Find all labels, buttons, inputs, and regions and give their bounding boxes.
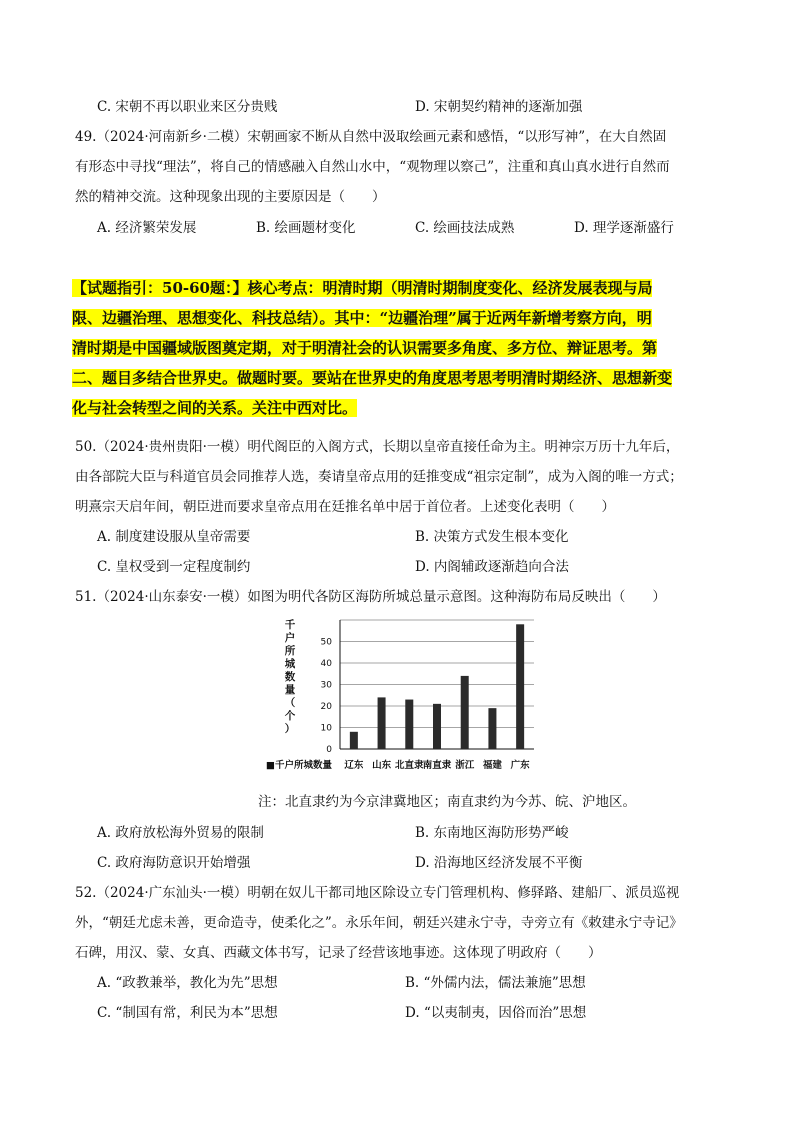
- bar: [488, 708, 496, 749]
- bar-chart: [262, 612, 562, 782]
- q52-stem-line-2: 外，“朝廷尤虑未善，更命造寺，使柔化之”。永乐年间，朝廷兴建永宁寺，寺旁立有《敕建永宁寺记》: [75, 915, 683, 931]
- x-tick-label: 浙江: [455, 760, 475, 771]
- x-tick-label: 辽东: [344, 760, 364, 771]
- q52-option-a: A. “政教兼举，教化为先”思想: [97, 975, 278, 991]
- y-axis-label-char: （: [284, 697, 296, 709]
- guide-line-4: 二、题目多结合世界史。做题时要。要站在世界史的角度思考思考明清时期经济、思想新变: [72, 369, 673, 387]
- y-axis-label-char: 千: [284, 619, 296, 631]
- x-tick-label: 福建: [482, 760, 502, 771]
- q49-stem-line-2: 有形态中寻找“理法”，将自己的情感融入自然山水中，“观物理以察己”，注重和真山真水进行自然而: [75, 159, 670, 175]
- y-axis-label-char: 个: [284, 710, 296, 722]
- q50-stem-line-1: 50.（2024·贵州贵阳·一模）明代阁臣的入阁方式，长期以皇帝直接任命为主。明神宗万历十九年后，: [75, 439, 680, 455]
- q50-option-d: D. 内阁辅政逐渐趋向合法: [415, 559, 569, 575]
- bar: [378, 697, 386, 749]
- q49-option-b: B. 绘画题材变化: [256, 220, 356, 236]
- q51-chart-note: 注：北直隶约为今京津冀地区；南直隶约为今苏、皖、沪地区。: [258, 794, 636, 810]
- y-axis-label-char: 城: [284, 658, 296, 670]
- q50-option-a: A. 制度建设服从皇帝需要: [97, 529, 251, 545]
- q49-stem-line-1: 49.（2024·河南新乡·二模）宋朝画家不断从自然中汲取绘画元素和感悟，“以形写神”，在大自然固: [75, 129, 667, 145]
- q52-option-c: C. “制国有常，利民为本”思想: [97, 1005, 278, 1021]
- y-tick-label: 20: [320, 702, 332, 712]
- y-tick-label: 10: [320, 723, 332, 734]
- q51-option-b: B. 东南地区海防形势严峻: [415, 825, 569, 841]
- x-tick-label: 山东: [372, 760, 392, 771]
- guide-line-5: 化与社会转型之间的关系。关注中西对比。: [72, 399, 358, 417]
- x-tick-label: 广东: [510, 760, 530, 771]
- q52-option-b: B. “外儒内法，儒法兼施”思想: [405, 975, 586, 991]
- q50-stem-line-2: 由各部院大臣与科道官员会同推荐人选，奏请皇帝点用的廷推变成“祖宗定制”，成为入阁的唯一方式；: [75, 469, 683, 485]
- x-tick-label: 北直隶: [395, 760, 424, 771]
- chart-legend: ■千户所城数量: [266, 760, 332, 771]
- bar: [350, 732, 358, 749]
- y-axis-label-char: ）: [284, 723, 296, 735]
- guide-line-3: 清时期是中国疆域版图奠定期，对于明清社会的认识需要多角度、多方位、辩证思考。第: [72, 339, 658, 357]
- q50-option-c: C. 皇权受到一定程度制约: [97, 559, 251, 575]
- guide-line-2: 限、边疆治理、思想变化、科技总结）。其中：“边疆治理”属于近两年新增考察方向，明: [72, 309, 652, 327]
- q52-stem-line-1: 52.（2024·广东汕头·一模）明朝在奴儿干都司地区除设立专门管理机构、修驿路、建船厂、派员巡视: [75, 885, 680, 901]
- q51-option-a: A. 政府放松海外贸易的限制: [97, 825, 264, 841]
- bar: [516, 624, 524, 749]
- y-axis-label-char: 户: [284, 632, 296, 644]
- y-tick-label: 0: [326, 745, 332, 755]
- y-tick-label: 30: [320, 680, 332, 691]
- y-axis-label-char: 量: [284, 684, 296, 696]
- bar: [433, 704, 441, 749]
- x-tick-label: 南直隶: [422, 760, 452, 771]
- q48-option-c: C. 宋朝不再以职业来区分贵贱: [97, 99, 278, 115]
- bar: [461, 676, 469, 749]
- q49-option-c: C. 绘画技法成熟: [415, 220, 515, 236]
- y-tick-label: 40: [320, 659, 332, 669]
- bar: [405, 700, 413, 749]
- q51-stem: 51.（2024·山东泰安·一模）如图为明代各防区海防所城总量示意图。这种海防布局反映出（ ）: [75, 589, 666, 605]
- y-axis-label-char: 所: [284, 645, 296, 657]
- q48-option-d: D. 宋朝契约精神的逐渐加强: [415, 99, 583, 115]
- exam-guide-block: [72, 273, 732, 423]
- q49-stem-line-3: 然的精神交流。这种现象出现的主要原因是（ ）: [75, 189, 386, 205]
- guide-line-1: 【试题指引：50-60题：】核心考点：明清时期（明清时期制度变化、经济发展表现与局: [72, 279, 653, 297]
- q52-stem-line-3: 石碑，用汉、蒙、女真、西藏文体书写，记录了经营该地事迹。这体现了明政府（ ）: [75, 945, 602, 961]
- y-tick-label: 50: [320, 637, 332, 648]
- q50-stem-line-3: 明熹宗天启年间，朝臣进而要求皇帝点用在廷推名单中居于首位者。上述变化表明（ ）: [75, 499, 615, 515]
- y-axis-label-char: 数: [284, 671, 296, 683]
- q51-option-c: C. 政府海防意识开始增强: [97, 855, 251, 871]
- q49-option-d: D. 理学逐渐盛行: [574, 220, 674, 236]
- q52-option-d: D. “以夷制夷，因俗而治”思想: [405, 1005, 587, 1021]
- q50-option-b: B. 决策方式发生根本变化: [415, 529, 569, 545]
- q51-option-d: D. 沿海地区经济发展不平衡: [415, 855, 583, 871]
- q49-option-a: A. 经济繁荣发展: [97, 220, 197, 236]
